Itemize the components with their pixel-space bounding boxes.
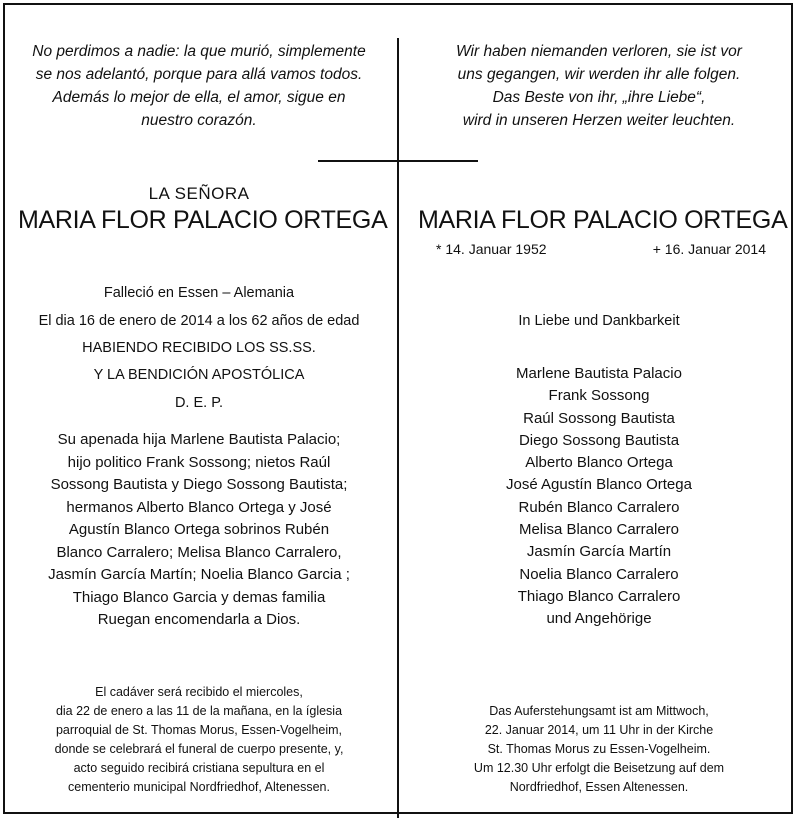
quote-line: se nos adelantó, porque para allá vamos todos. [35, 66, 363, 83]
funeral-details-german [418, 702, 780, 797]
funeral-line: parroquial de St. Thomas Morus, Essen-Vogelheim, [55, 723, 343, 737]
family-line: Thiago Blanco Garcia y demas familia [72, 588, 326, 606]
funeral-details-spanish [18, 683, 380, 797]
death-date: + 16. Januar 2014 [652, 241, 766, 257]
mourners-list [418, 363, 780, 631]
quote-line: wird in unseren Herzen weiter leuchten. [462, 112, 736, 129]
german-quote [418, 40, 780, 132]
quote-line: nuestro corazón. [141, 112, 257, 129]
mourner-name: Jasmín García Martín [526, 543, 672, 561]
mourner-name: José Agustín Blanco Ortega [506, 476, 692, 494]
rest-in-peace: D. E. P. [174, 395, 224, 411]
mourner-name: Alberto Blanco Ortega [525, 454, 673, 472]
family-line: hijo politico Frank Sossong; nietos Raúl [67, 453, 331, 471]
family-line: hermanos Alberto Blanco Ortega y José [66, 498, 332, 516]
cross-vertical-bar [397, 38, 399, 818]
quote-line: No perdimos a nadie: la que murió, simplemente [32, 43, 366, 60]
family-line: Sossong Bautista y Diego Sossong Bautista; [50, 476, 348, 493]
mourner-name: Frank Sossong [548, 387, 650, 405]
mourner-name: Thiago Blanco Carralero [517, 587, 681, 605]
quote-line: Das Beste von ihr, „ihre Liebe“, [492, 89, 706, 106]
funeral-line: St. Thomas Morus zu Essen-Vogelheim. [487, 742, 711, 756]
funeral-line: cementerio municipal Nordfriedhof, Altenessen. [68, 780, 330, 794]
mourner-name: Marlene Bautista Palacio [516, 365, 682, 382]
mourner-name: Melisa Blanco Carralero [518, 521, 680, 539]
mourner-name: Raúl Sossong Bautista [523, 409, 675, 427]
funeral-line: El cadáver será recibido el miercoles, [95, 685, 303, 699]
mourner-name: und Angehörige [546, 610, 652, 628]
honorific-title: LA SEÑORA [148, 184, 250, 203]
mourner-name: Noelia Blanco Carralero [519, 565, 679, 583]
gratitude-line: In Liebe und Dankbarkeit [518, 313, 680, 329]
funeral-line: Nordfriedhof, Essen Altenessen. [509, 780, 689, 794]
family-line: Agustín Blanco Ortega sobrinos Rubén [68, 521, 330, 538]
funeral-line: dia 22 de enero a las 11 de la mañana, en la íglesia [55, 704, 343, 718]
quote-line: Además lo mejor de ella, el amor, sigue en [52, 89, 346, 106]
funeral-line: Das Auferstehungsamt ist am Mittwoch, [489, 704, 709, 718]
birth-date: * 14. Januar 1952 [436, 241, 547, 257]
family-line: Blanco Carralero; Melisa Blanco Carralero, [56, 543, 342, 561]
family-line: Su apenada hija Marlene Bautista Palacio; [57, 431, 341, 448]
family-paragraph [18, 429, 380, 632]
funeral-line: Um 12.30 Uhr erfolgt die Beisetzung auf dem [473, 761, 725, 775]
funeral-line: acto seguido recibirá cristiana sepultura en el [73, 761, 325, 775]
family-line: Jasmín García Martín; Noelia Blanco Garcia ; [48, 566, 350, 583]
mourner-name: Diego Sossong Bautista [518, 431, 680, 449]
place-of-death: Falleció en Essen – Alemania [103, 285, 295, 301]
sacrament-line: HABIENDO RECIBIDO LOS SS.SS. [82, 340, 316, 356]
deceased-name-spanish: MARIA FLOR PALACIO ORTEGA [18, 206, 388, 234]
cross-horizontal-bar [318, 160, 478, 162]
funeral-line: donde se celebrará el funeral de cuerpo presente, y, [54, 742, 344, 756]
deceased-name-german: MARIA FLOR PALACIO ORTEGA [418, 206, 788, 234]
family-line: Ruegan encomendarla a Dios. [97, 611, 301, 628]
mourner-name: Rubén Blanco Carralero [518, 498, 680, 516]
quote-line: Wir haben niemanden verloren, sie ist vor [456, 43, 742, 60]
date-of-death: El dia 16 de enero de 2014 a los 62 años de edad [38, 313, 360, 329]
spanish-quote [18, 40, 380, 132]
funeral-line: 22. Januar 2014, um 11 Uhr in der Kirche [484, 723, 714, 737]
sacrament-line: Y LA BENDICIÓN APOSTÓLICA [93, 367, 305, 383]
quote-line: uns gegangen, wir werden ihr alle folgen. [457, 66, 741, 83]
